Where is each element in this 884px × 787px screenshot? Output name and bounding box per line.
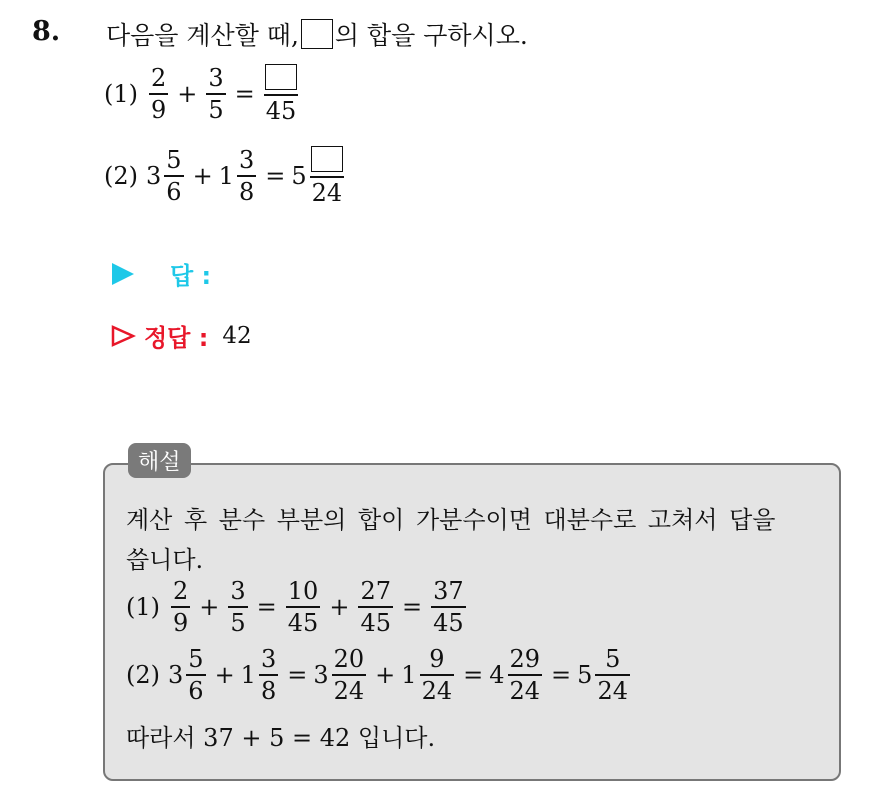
- equals-sign: =: [265, 161, 286, 190]
- outline-triangle-icon: [110, 324, 136, 348]
- blank-box: [301, 19, 333, 49]
- answer-row: [112, 256, 211, 291]
- fraction: $\frac{3}{5}$: [230, 577, 246, 637]
- explanation-line-1: 계산 후 분수 부분의 합이 가분수이면 대분수로 고쳐서 답을: [126, 506, 776, 534]
- question-text-after: 의 합을 구하시오.: [334, 21, 528, 50]
- blank-box: [265, 64, 297, 90]
- whole-number: 1: [401, 661, 417, 690]
- explanation-eq-1: [126, 578, 469, 636]
- explanation-line-2: 씁니다.: [126, 546, 204, 574]
- whole-number: 3: [313, 661, 329, 690]
- correct-answer-row: [110, 318, 252, 353]
- correct-answer-label: 정답 :: [144, 324, 209, 352]
- eq-label: (1): [126, 593, 160, 622]
- plus-sign: +: [192, 161, 213, 190]
- explanation-tag: 해설: [128, 443, 191, 478]
- fraction: $\frac{27}{45}$: [360, 577, 391, 637]
- fraction: $\frac{3}{8}$: [260, 645, 277, 705]
- play-triangle-icon: [112, 263, 134, 285]
- plus-sign: +: [177, 79, 198, 108]
- plus-sign: +: [329, 593, 350, 622]
- fraction: $\frac{2}{9}$: [173, 577, 189, 637]
- fraction: $\frac{5}{6}$: [188, 645, 204, 705]
- blank-box: [311, 146, 343, 172]
- whole-number: 5: [577, 661, 593, 690]
- problem-label: (1): [104, 79, 138, 108]
- equals-sign: =: [463, 661, 484, 690]
- whole-number: 5: [291, 161, 307, 190]
- answer-label: 답 :: [170, 262, 212, 290]
- plus-sign: +: [375, 661, 396, 690]
- plus-sign: +: [214, 661, 235, 690]
- question-number: 8.: [32, 16, 61, 47]
- equals-sign: =: [234, 79, 255, 108]
- whole-number: 4: [489, 661, 505, 690]
- equals-sign: =: [551, 661, 572, 690]
- plus-sign: +: [199, 593, 220, 622]
- explanation-conclusion: 따라서 37 + 5 = 42 입니다.: [126, 724, 436, 752]
- problem-label: (2): [104, 161, 138, 190]
- fraction: $\frac{29}{24}$: [509, 645, 541, 705]
- correct-answer-value: 42: [222, 322, 252, 349]
- equals-sign: =: [401, 593, 423, 622]
- equals-sign: =: [287, 661, 308, 690]
- answer-fraction: 24: [310, 146, 345, 206]
- equals-sign: =: [256, 593, 277, 622]
- whole-number: 1: [218, 161, 234, 190]
- fraction: $\frac{5}{24}$: [597, 645, 628, 705]
- problem-2: [104, 146, 347, 206]
- explanation-eq-2: [126, 646, 633, 704]
- fraction: $\frac{37}{45}$: [433, 577, 464, 637]
- whole-number: 3: [168, 661, 184, 690]
- fraction: $\frac{20}{24}$: [333, 645, 365, 705]
- fraction: $\frac{9}{24}$: [421, 645, 453, 705]
- fraction: $\frac{3}{5}$: [208, 63, 224, 124]
- fraction: $\frac{3}{8}$: [238, 145, 255, 206]
- whole-number: 1: [240, 661, 256, 690]
- fraction: $\frac{10}{45}$: [287, 577, 319, 637]
- question-text: [106, 16, 528, 52]
- whole-number: 3: [146, 161, 162, 190]
- eq-label: (2): [126, 661, 160, 690]
- problem-1: [104, 64, 301, 124]
- question-text-before: 다음을 계산할 때,: [106, 21, 299, 50]
- fraction: $\frac{2}{9}$: [151, 63, 167, 124]
- answer-fraction: 45: [264, 64, 299, 124]
- fraction: $\frac{5}{6}$: [166, 145, 182, 206]
